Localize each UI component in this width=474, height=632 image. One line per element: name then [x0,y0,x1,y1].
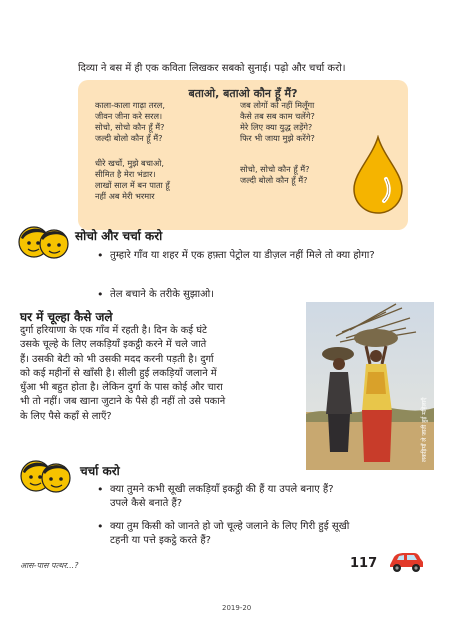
poem-line: फिर भी जाया मुझे करेंगे? [240,133,315,143]
poem-line: जब लोगों को नहीं मिलूँगा [240,100,315,110]
poem-right-stanza-2 [240,164,310,186]
children-faces-icon [16,222,72,264]
story-line: के लिए पैसे कहाँ से लाएँ? [20,410,112,422]
bullet-line: क्या तुमने कभी सूखी लकड़ियाँ इकट्ठी की हैं या उपले बनाए हैं? [110,484,334,495]
year-label: 2019-20 [222,604,252,612]
bullet-line: क्या तुम किसी को जानते हो जो चूल्हे जलाने के लिए गिरी हुई सूखी [110,521,350,532]
poem-left-stanza-1 [95,100,165,144]
bullet-icon: • [97,483,104,496]
intro-text: दिव्या ने बस में ही एक कविता लिखकर सबको सुनाई। पढ़ो और चर्चा करो। [78,63,346,74]
bullet-icon: • [97,288,104,301]
poem-line: लाखों साल में बन पाता हूँ [95,180,170,190]
bullet-line: उपले कैसे बनाते हैं? [110,498,183,509]
poem-line: जल्दी बोलो कौन हूँ मैं? [240,175,308,185]
poem-right-stanza-1 [240,100,315,144]
story-paragraph [20,324,310,424]
page-number: 117 [350,556,378,571]
story-line: दुर्गा हरियाणा के एक गाँव में रहती है। दिन के कई घंटे [20,325,207,336]
poem-line: सोचो, सोचो कौन हूँ मैं? [240,164,310,174]
bullet-line: टहनी या पत्ते इकट्ठे करते हैं? [110,535,211,546]
book-title: आस-पास पत्थर...? [20,561,79,570]
poem-left-stanza-2 [95,158,170,202]
story-line: उसके चूल्हे के लिए लकड़ियाँ इकट्ठी करने में चले जाते [20,339,207,351]
story-line: भी तो नहीं। जब खाना जुटाने के पैसे ही नहीं तो उसे पकाने [20,396,226,408]
poem-line: नहीं अब मेरी भरमार [95,191,155,201]
poem-line: सोचो, सोचो कौन हूँ मैं? [95,122,165,132]
children-faces-icon [18,456,74,498]
poem-line: काला-काला गाढ़ा तरल, [95,100,165,110]
poem-line: जल्दी बोलो कौन हूँ मैं? [95,133,163,143]
poem-title: बताओ, बताओ कौन हूँ मैं? [188,87,298,100]
section-title-chulha: घर में चूल्हा कैसे जले [20,310,113,324]
bullet-icon: • [97,520,104,533]
oil-drop-icon [350,135,406,215]
section-title-think-discuss: सोचो और चर्चा करो [75,229,163,243]
story-line: धुँआ भी बहुत होता है। लेकिन दुर्गा के पास कोई और चारा [20,382,223,394]
poem-line: जीवन जीना करे सरल। [95,111,163,121]
story-line: को कई महीनों से खाँसी है। सीली हुई लकड़ियाँ जलाने में [20,367,217,379]
poem-line: धीरे खर्चो, मुझे बचाओ, [95,158,164,168]
poem-line: कैसे तब सब काम चलेंगे? [240,111,315,121]
bullet-text: तेल बचाने के तरीके सुझाओ। [110,289,215,300]
bullet-text: तुम्हारे गाँव या शहर में एक हफ़्ता पेट्रोल या डीज़ल नहीं मिले तो क्या होगा? [110,250,375,261]
bullet-text [110,520,410,548]
bullet-icon: • [97,249,104,262]
photo-caption: लकड़ियाँ ले जाती हुई महिलाएँ [421,397,428,462]
bullet-text [110,483,410,511]
car-icon [386,548,426,574]
story-line: हैं। उसकी बेटी को भी उसकी मदद करनी पड़ती है। दुर्गा [20,353,214,365]
poem-line: मेरे लिए क्या युद्ध लड़ेंगे? [240,122,313,132]
poem-line: सीमित है मेरा भंडार। [95,169,156,179]
section-title-discuss: चर्चा करो [80,464,120,478]
firewood-photo [306,302,434,470]
